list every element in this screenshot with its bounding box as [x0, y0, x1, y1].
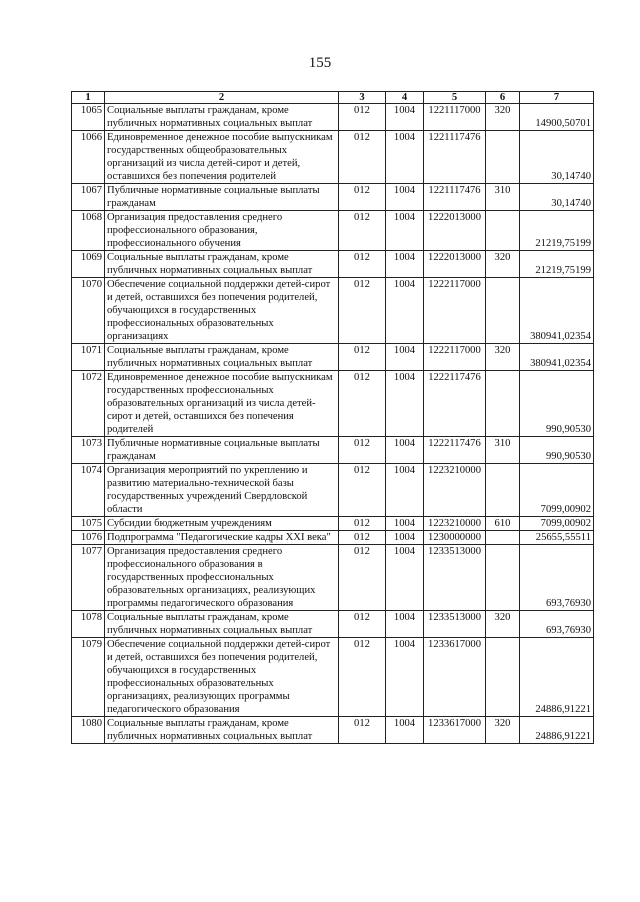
row-code-3: 012: [339, 211, 386, 251]
row-code-3: 012: [339, 531, 386, 545]
row-code-4: 1004: [386, 638, 424, 717]
row-code-6: 310: [486, 184, 520, 211]
row-code-5: 1233617000: [424, 638, 486, 717]
row-name: Социальные выплаты гражданам, кроме публичных нормативных социальных выплат: [105, 717, 339, 744]
row-amount: 693,76930: [520, 545, 594, 611]
row-code-3: 012: [339, 517, 386, 531]
row-amount: 24886,91221: [520, 638, 594, 717]
table-row: [72, 717, 594, 744]
column-header: 5: [424, 92, 486, 104]
budget-table: [71, 91, 594, 744]
row-code-3: 012: [339, 344, 386, 371]
row-code-4: 1004: [386, 371, 424, 437]
row-code-5: 1222117000: [424, 344, 486, 371]
row-amount: 380941,02354: [520, 278, 594, 344]
row-code-3: 012: [339, 104, 386, 131]
row-amount: 30,14740: [520, 131, 594, 184]
row-number: 1072: [72, 371, 105, 437]
row-code-4: 1004: [386, 251, 424, 278]
row-amount: 693,76930: [520, 611, 594, 638]
row-amount: 30,14740: [520, 184, 594, 211]
table-row: [72, 131, 594, 184]
row-number: 1067: [72, 184, 105, 211]
table-row: [72, 184, 594, 211]
row-number: 1074: [72, 464, 105, 517]
row-name: Социальные выплаты гражданам, кроме публичных нормативных социальных выплат: [105, 251, 339, 278]
column-header: 7: [520, 92, 594, 104]
row-code-6: [486, 464, 520, 517]
row-number: 1070: [72, 278, 105, 344]
row-code-6: 320: [486, 104, 520, 131]
row-code-4: 1004: [386, 464, 424, 517]
row-number: 1075: [72, 517, 105, 531]
row-code-3: 012: [339, 251, 386, 278]
row-code-3: 012: [339, 611, 386, 638]
row-name: Социальные выплаты гражданам, кроме публичных нормативных социальных выплат: [105, 104, 339, 131]
table-row: [72, 545, 594, 611]
row-code-3: 012: [339, 184, 386, 211]
row-number: 1069: [72, 251, 105, 278]
row-code-4: 1004: [386, 344, 424, 371]
row-code-6: 320: [486, 344, 520, 371]
row-code-5: 1221117000: [424, 104, 486, 131]
row-code-5: 1233513000: [424, 545, 486, 611]
row-code-4: 1004: [386, 717, 424, 744]
row-amount: 14900,50701: [520, 104, 594, 131]
row-amount: 25655,55511: [520, 531, 594, 545]
row-code-4: 1004: [386, 531, 424, 545]
row-code-4: 1004: [386, 184, 424, 211]
row-code-5: 1223210000: [424, 517, 486, 531]
row-code-6: 310: [486, 437, 520, 464]
row-code-3: 012: [339, 638, 386, 717]
table-header-row: [72, 92, 594, 104]
row-number: 1076: [72, 531, 105, 545]
row-number: 1078: [72, 611, 105, 638]
column-header: 6: [486, 92, 520, 104]
row-code-3: 012: [339, 717, 386, 744]
row-name: Организация мероприятий по укреплению и развитию материально-технической базы государственных учреждений Свердловской области: [105, 464, 339, 517]
row-amount: 21219,75199: [520, 251, 594, 278]
column-header: 3: [339, 92, 386, 104]
row-code-5: 1223210000: [424, 464, 486, 517]
row-name: Обеспечение социальной поддержки детей-сирот и детей, оставшихся без попечения родителей, обучающихся в государственных профессиональных образовательных организациях: [105, 278, 339, 344]
table-row: [72, 638, 594, 717]
row-code-5: 1222013000: [424, 211, 486, 251]
row-code-6: [486, 545, 520, 611]
row-code-5: 1233513000: [424, 611, 486, 638]
row-code-6: 320: [486, 611, 520, 638]
row-amount: 380941,02354: [520, 344, 594, 371]
row-code-3: 012: [339, 131, 386, 184]
row-name: Обеспечение социальной поддержки детей-сирот и детей, оставшихся без попечения родителей, обучающихся в государственных профессиональных образовательных организациях, реализующих программы педагогического образования: [105, 638, 339, 717]
row-code-4: 1004: [386, 131, 424, 184]
row-name: Публичные нормативные социальные выплаты гражданам: [105, 184, 339, 211]
row-code-4: 1004: [386, 545, 424, 611]
row-code-5: 1222117476: [424, 437, 486, 464]
row-code-4: 1004: [386, 517, 424, 531]
row-number: 1065: [72, 104, 105, 131]
row-code-6: [486, 131, 520, 184]
row-code-5: 1233617000: [424, 717, 486, 744]
row-code-6: 320: [486, 251, 520, 278]
table-row: [72, 211, 594, 251]
row-code-5: 1221117476: [424, 131, 486, 184]
row-amount: 24886,91221: [520, 717, 594, 744]
row-name: Организация предоставления среднего профессионального образования, профессионального обучения: [105, 211, 339, 251]
row-code-6: [486, 638, 520, 717]
row-code-4: 1004: [386, 278, 424, 344]
row-amount: 990,90530: [520, 437, 594, 464]
row-number: 1073: [72, 437, 105, 464]
row-code-6: [486, 371, 520, 437]
row-code-5: 1222117476: [424, 371, 486, 437]
row-name: Социальные выплаты гражданам, кроме публичных нормативных социальных выплат: [105, 344, 339, 371]
row-code-5: 1230000000: [424, 531, 486, 545]
page-number: 155: [308, 55, 332, 71]
table-row: [72, 517, 594, 531]
row-code-4: 1004: [386, 611, 424, 638]
row-number: 1066: [72, 131, 105, 184]
row-amount: 990,90530: [520, 371, 594, 437]
row-code-3: 012: [339, 278, 386, 344]
table-body: [72, 104, 594, 744]
row-number: 1071: [72, 344, 105, 371]
row-name: Публичные нормативные социальные выплаты гражданам: [105, 437, 339, 464]
row-code-3: 012: [339, 464, 386, 517]
row-number: 1080: [72, 717, 105, 744]
table-row: [72, 104, 594, 131]
row-name: Единовременное денежное пособие выпускникам государственных общеобразовательных организаций из числа детей-сирот и детей, оставшихся без попечения родителей: [105, 131, 339, 184]
row-code-5: 1222117000: [424, 278, 486, 344]
row-amount: 7099,00902: [520, 464, 594, 517]
row-name: Единовременное денежное пособие выпускникам государственных профессиональных образовательных организаций из числа детей-сирот и детей, оставшихся без попечения родителей: [105, 371, 339, 437]
row-code-6: 320: [486, 717, 520, 744]
table-row: [72, 611, 594, 638]
column-header: 4: [386, 92, 424, 104]
table-row: [72, 278, 594, 344]
column-header: 1: [72, 92, 105, 104]
row-amount: 21219,75199: [520, 211, 594, 251]
table-row: [72, 371, 594, 437]
column-header: 2: [105, 92, 339, 104]
row-code-6: [486, 278, 520, 344]
row-code-3: 012: [339, 371, 386, 437]
row-number: 1077: [72, 545, 105, 611]
row-name: Субсидии бюджетным учреждениям: [105, 517, 339, 531]
row-code-3: 012: [339, 437, 386, 464]
row-code-6: 610: [486, 517, 520, 531]
row-name: Организация предоставления среднего профессионального образования в государственных профессиональных образовательных организациях, реализующих программы педагогического образования: [105, 545, 339, 611]
row-code-4: 1004: [386, 437, 424, 464]
row-code-4: 1004: [386, 104, 424, 131]
row-name: Социальные выплаты гражданам, кроме публичных нормативных социальных выплат: [105, 611, 339, 638]
table-row: [72, 437, 594, 464]
table-row: [72, 251, 594, 278]
row-code-6: [486, 211, 520, 251]
row-code-4: 1004: [386, 211, 424, 251]
row-number: 1079: [72, 638, 105, 717]
row-name: Подпрограмма "Педагогические кадры XXI века": [105, 531, 339, 545]
row-code-6: [486, 531, 520, 545]
row-amount: 7099,00902: [520, 517, 594, 531]
table-row: [72, 464, 594, 517]
table-row: [72, 531, 594, 545]
row-code-5: 1222013000: [424, 251, 486, 278]
row-number: 1068: [72, 211, 105, 251]
row-code-3: 012: [339, 545, 386, 611]
table-row: [72, 344, 594, 371]
row-code-5: 1221117476: [424, 184, 486, 211]
